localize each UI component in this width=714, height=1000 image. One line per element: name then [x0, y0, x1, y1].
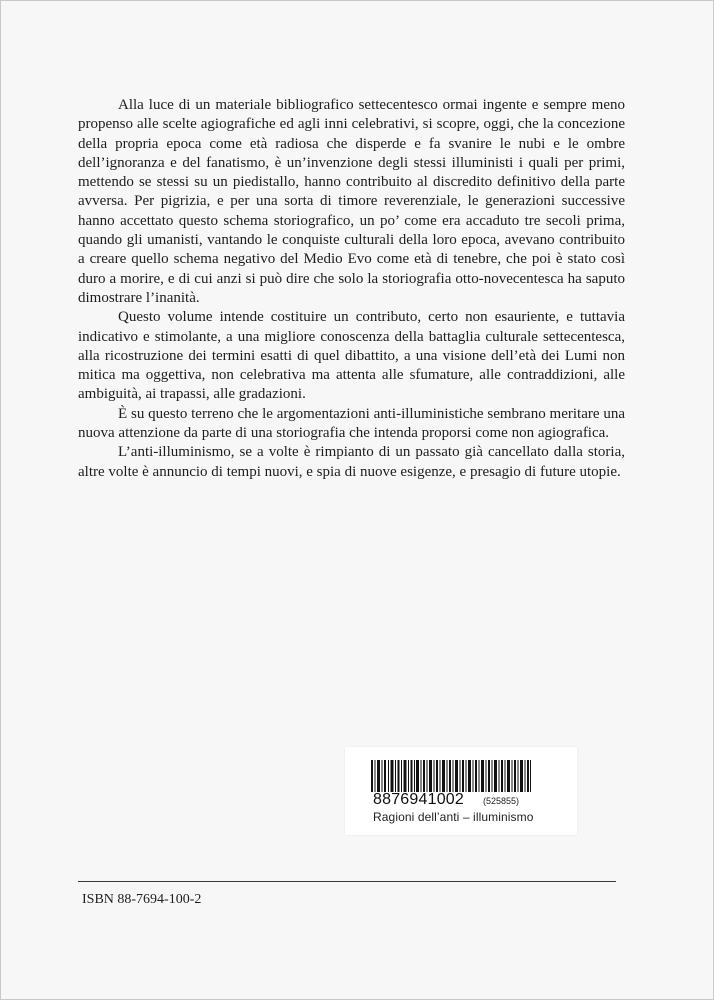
barcode-code: (525855) — [483, 796, 520, 806]
barcode-book-title: Ragioni dell’anti – illuminismo — [373, 810, 534, 824]
blurb-paragraph-4: L’anti-illuminismo, se a volte è rimpianto di un passato già cancellato dalla storia, altre volte è annuncio di tempi nuovi, e spia di nuove esigenze, e presagio di future utopie. — [78, 444, 625, 480]
blurb-text — [78, 96, 625, 482]
blurb-paragraph-2: Questo volume intende costituire un contributo, certo non esauriente, e tuttavia indicativo e stimolante, a una migliore conoscenza della battaglia culturale settecentesca, alla ricostruzione dei termini esatti di quel dibattito, a una visione dell’età dei Lumi non mitica ma oggettiva, non celebrativa ma attenta alle sfumature, alle contraddizioni, alle ambiguità, ai trapassi, alle gradazioni. — [78, 309, 625, 403]
blurb-paragraph-3: È su questo terreno che le argomentazioni anti-illuministiche sembrano meritare una nuova attenzione da parte di una storiografia che intenda proporsi come non agiografica. — [78, 405, 625, 442]
barcode-number: 8876941002 — [373, 791, 464, 808]
divider-line — [78, 881, 616, 882]
barcode-sticker — [345, 747, 577, 835]
barcode-icon — [371, 760, 531, 792]
isbn-label: ISBN 88-7694-100-2 — [82, 892, 202, 907]
blurb-paragraph-1: Alla luce di un materiale bibliografico settecentesco ormai ingente e sempre meno propenso alle scelte agiografiche ed agli inni celebrativi, si scopre, oggi, che la concezione della propria epoca come età radiosa che disperde e fa svanire le nubi e le ombre dell’ignoranza e del fanatismo, è un’invenzione degli stessi illuministi i quali per primi, mettendo se stessi su un piedistallo, hanno contribuito al discredito definitivo della parte avversa. Per pigrizia, e per una sorta di timore reverenziale, le generazioni successive hanno accettato questo schema storiografico, un po’ come era accaduto tre secoli prima, quando gli umanisti, vantando le conquiste culturali della loro epoca, avevano contribuito a creare quello schema negativo del Medio Evo come età di tenebre, che poi è stato così duro a morire, e di cui anzi si può dire che solo la storiografia otto-novecentesca ha saputo dimostrare l’inanità. — [78, 97, 625, 306]
